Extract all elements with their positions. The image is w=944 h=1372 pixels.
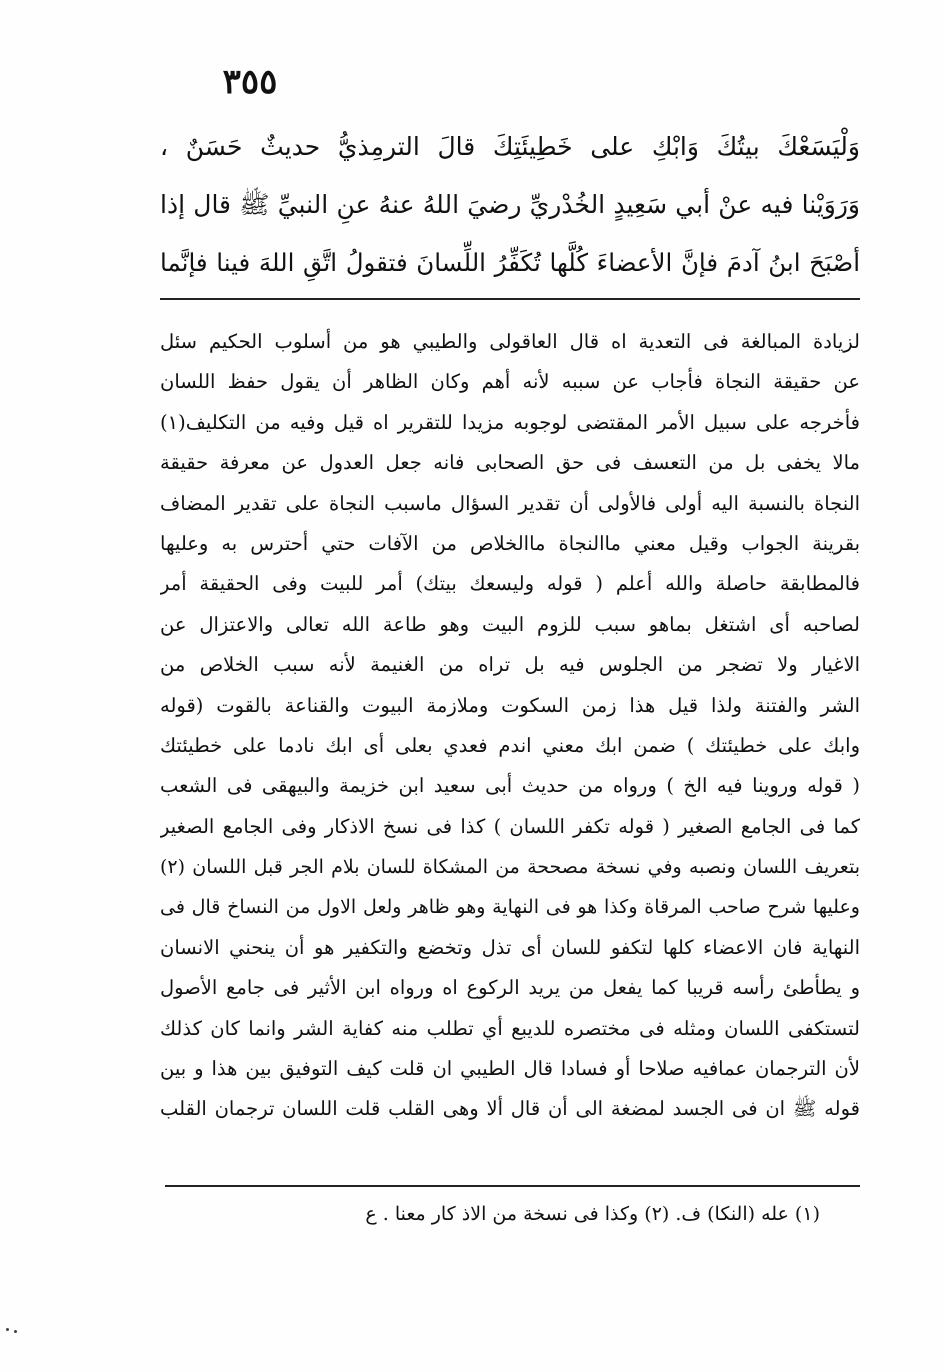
commentary-line: الاغيار ولا تضجر من الجلوس فيه بل تراه من الغنيمة لأنه سبب الخلاص من bbox=[160, 653, 860, 677]
commentary-line: الشر والفتنة ولذا قيل هذا زمن السكوت وملازمة البيوت والقناعة بالقوت (قوله bbox=[160, 693, 860, 717]
scan-speck bbox=[14, 1330, 17, 1333]
commentary-line: لأن الترجمان عمافيه صلاحا أو فسادا قال الطيبي ان قلت كيف التوفيق بين هذا و بين bbox=[160, 1057, 860, 1081]
commentary-line: لتستكفى اللسان ومثله فى مختصره للديبع أي تطلب منه كفاية الشر وانما كان كذلك bbox=[160, 1016, 860, 1040]
commentary-line: فالمطابقة حاصلة والله أعلم ( قوله وليسعك بيتك) أمر للبيت وفى الحقيقة أمر bbox=[160, 572, 860, 596]
commentary-line: وابك على خطيئتك ) ضمن ابك معني اندم فعدي بعلى أى ابك نادما على خطيئتك bbox=[160, 733, 860, 757]
commentary-line: لصاحبه أى اشتغل بماهو سبب للزوم البيت وهو طاعة الله تعالى والاعتزال عن bbox=[160, 612, 860, 636]
commentary-block bbox=[160, 322, 860, 1130]
main-text-block bbox=[160, 118, 860, 292]
scan-speck bbox=[6, 1328, 9, 1331]
main-text-line: وَرَوَيْنا فيه عنْ أبي سَعِيدٍ الخُدْريِّ رضيَ اللهُ عنهُ عنِ النبيِّ ﷺ قال إذا bbox=[160, 190, 860, 219]
main-text-line: أصْبَحَ ابنُ آدمَ فإنَّ الأعضاءَ كُلَّها تُكَفِّرُ اللِّسانَ فتقولُ اتَّقِ اللهَ فينا فإنَّما bbox=[160, 248, 860, 277]
commentary-line: كما فى الجامع الصغير ( قوله تكفر اللسان ) كذا فى نسخ الاذكار وفى الجامع الصغير bbox=[160, 814, 860, 838]
commentary-line: وعليها شرح صاحب المرقاة وكذا هو فى النهاية وهو ظاهر ولعل الاول من النساخ قال فى bbox=[160, 896, 860, 919]
commentary-line: فأخرجه على سبيل الأمر المقتضى لوجوبه مزيدا للتقرير اه قيل وفيه من التكليف(١) bbox=[160, 410, 860, 434]
separator-rule bbox=[160, 298, 860, 300]
commentary-line: النجاة بالنسبة اليه أولى فالأولى أن تقدير السؤال ماسبب النجاة على تقدير المضاف bbox=[160, 491, 860, 515]
commentary-line: مالا يخفى بل من التعسف فى حق الصحابى فانه جعل العدول عن معرفة حقيقة bbox=[160, 451, 860, 475]
commentary-line: بتعريف اللسان ونصبه وفي نسخة مصححة من المشكاة للسان بلام الجر قبل اللسان (٢) bbox=[160, 856, 860, 879]
commentary-line: عن حقيقة النجاة فأجاب عن سببه لأنه أهم وكان الظاهر أن يقول حفظ اللسان bbox=[160, 370, 860, 394]
footnote-separator-rule bbox=[165, 1185, 860, 1187]
commentary-line: قوله ﷺ ان فى الجسد لمضغة الى أن قال ألا وهى القلب قلت اللسان ترجمان القلب bbox=[160, 1097, 860, 1121]
commentary-line: بقرينة الجواب وقيل معني ماالنجاة ماالخلاص من الآفات حتي أحترس به وعليها bbox=[160, 531, 860, 555]
commentary-line: لزيادة المبالغة فى التعدية اه قال العاقولى والطيبي هو من أسلوب الحكيم سئل bbox=[160, 330, 860, 353]
main-text-line: وَلْيَسَعْكَ بيتُكَ وَابْكِ على خَطِيئَتِكَ قالَ الترمِذيُّ حديثٌ حَسَنٌ ، bbox=[160, 132, 860, 161]
page-number: ٣٥٥ bbox=[222, 62, 278, 102]
footnotes: (١) عله (النكا) ف. (٢) وكذا فى نسخة من الاذ كار معنا . ع bbox=[365, 1203, 820, 1225]
commentary-line: و يطأطئ رأسه قريبا كما يفعل من يريد الركوع اه ورواه ابن الأثير فى جامع الأصول bbox=[160, 976, 860, 1000]
commentary-line: ( قوله وروينا فيه الخ ) ورواه من حديث أبى سعيد ابن خزيمة والبيهقى فى الشعب bbox=[160, 774, 860, 798]
commentary-line: النهاية فان الاعضاء كلها لتكفو للسان أى تذل وتخضع والتكفير هو أن ينحني الانسان bbox=[160, 935, 860, 959]
